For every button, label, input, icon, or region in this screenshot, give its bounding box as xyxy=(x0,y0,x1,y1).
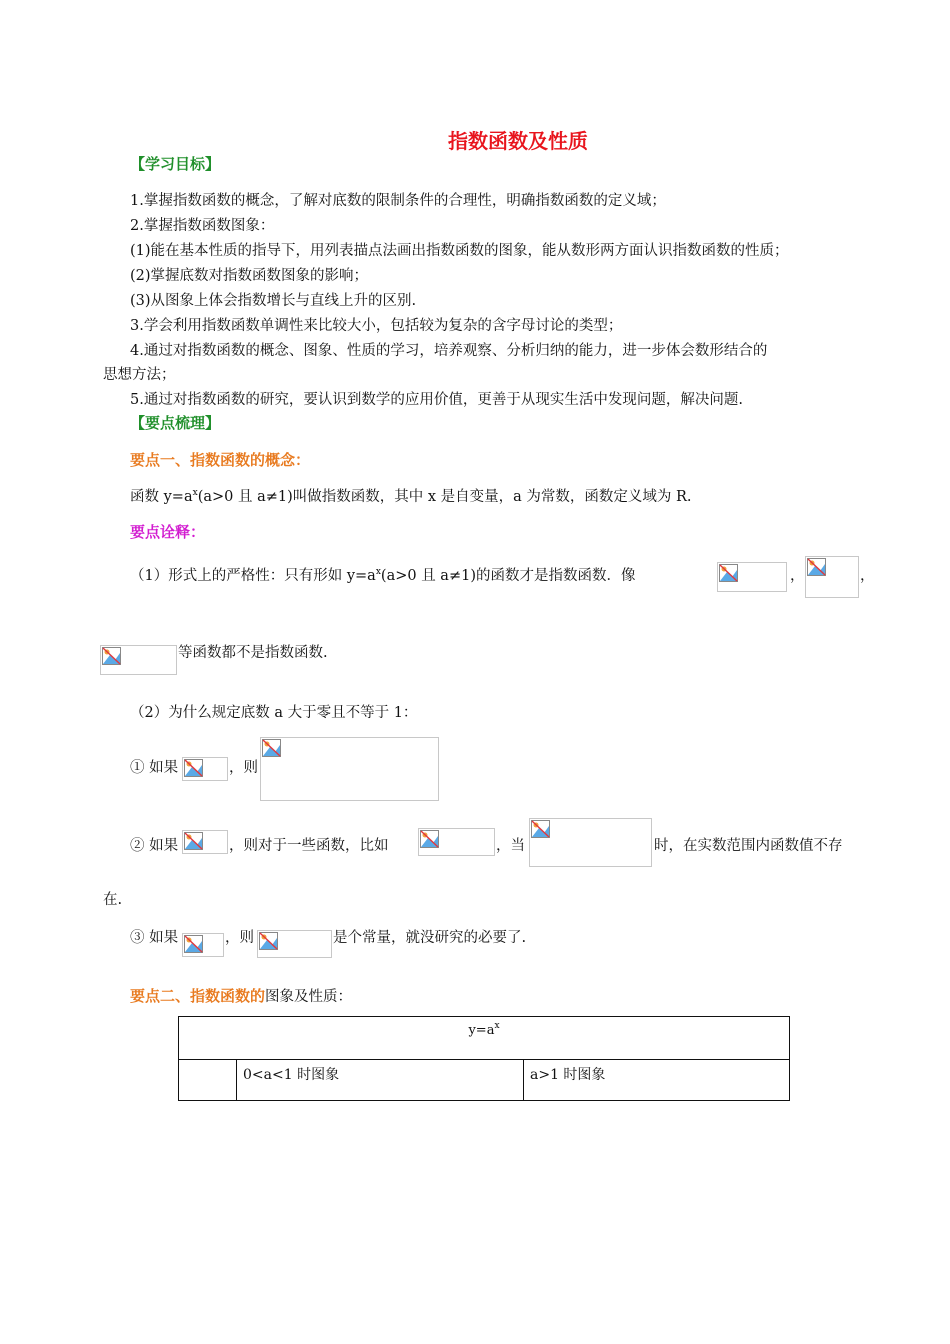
broken-image-icon xyxy=(420,830,439,848)
formula-image xyxy=(182,757,228,781)
case2-text: ，则对于一些函数，比如 xyxy=(229,838,389,854)
broken-image-icon xyxy=(259,932,278,950)
formula-image xyxy=(182,933,224,957)
formula-image xyxy=(260,737,439,801)
objective-line: 3.学会利用指数函数单调性来比较大小，包括较为复杂的含字母讨论的类型； xyxy=(130,318,623,334)
comma: ， xyxy=(790,568,805,584)
formula-image xyxy=(717,562,787,592)
broken-image-icon xyxy=(102,647,121,665)
case3-tail: 是个常量，就没研究的必要了. xyxy=(333,930,527,946)
point1-definition: 函数 $y=a^x(a>0$ 且 a≠1)叫做指数函数，其中 x 是自变量，a 为常数，函数定义域为 R. xyxy=(130,488,692,505)
broken-image-icon xyxy=(719,564,738,582)
case1-label: ① 如果 xyxy=(130,760,179,776)
formula-image xyxy=(418,828,495,856)
note2-text: （2）为什么规定底数 a 大于零且不等于 1： xyxy=(130,705,418,721)
objective-line: 2.掌握指数函数图象： xyxy=(130,218,275,234)
broken-image-icon xyxy=(531,820,550,838)
objective-line: (2)掌握底数对指数函数图象的影响； xyxy=(130,268,369,284)
table-cell: 0<a<1 时图象 xyxy=(237,1060,524,1101)
properties-table xyxy=(178,1016,790,1101)
objective-line: (1)能在基本性质的指导下，用列表描点法画出指数函数的图象，能从数形两方面认识指数函数的性质； xyxy=(130,243,789,259)
page-title: 指数函数及性质 xyxy=(448,129,588,153)
broken-image-icon xyxy=(807,558,826,576)
note-heading: 要点诠释： xyxy=(130,523,206,541)
table-cell: a>1 时图象 xyxy=(524,1060,790,1101)
objective-line: 思想方法； xyxy=(103,367,176,383)
case1-then: ，则 xyxy=(229,760,258,776)
objectives-header: 【学习目标】 xyxy=(130,155,221,173)
broken-image-icon xyxy=(184,935,203,953)
broken-image-icon xyxy=(184,759,203,777)
objective-line: 4.通过对指数函数的概念、图象、性质的学习，培养观察、分析归纳的能力，进一步体会数形结合的 xyxy=(130,343,768,359)
key-points-header: 【要点梳理】 xyxy=(130,414,221,432)
case2-when: ，当 xyxy=(496,838,525,854)
objective-line: 1.掌握指数函数的概念，了解对底数的限制条件的合理性，明确指数函数的定义域； xyxy=(130,193,666,209)
formula-image xyxy=(182,830,228,854)
objective-line: 5.通过对指数函数的研究，要认识到数学的应用价值，更善于从现实生活中发现问题，解决问题. xyxy=(130,392,743,408)
broken-image-icon xyxy=(184,832,203,850)
case3-label: ③ 如果 xyxy=(130,930,179,946)
point1-heading: 要点一、指数函数的概念： xyxy=(130,451,311,469)
point2-heading: 要点二、指数函数的图象及性质： xyxy=(130,987,353,1005)
note1-tail: 等函数都不是指数函数. xyxy=(178,645,328,661)
case3-then: ，则 xyxy=(225,930,254,946)
table-cell xyxy=(179,1060,237,1101)
case2-label: ② 如果 xyxy=(130,838,179,854)
case2-end: 在. xyxy=(103,892,123,908)
formula-image xyxy=(257,930,332,958)
formula-image xyxy=(100,645,177,675)
broken-image-icon xyxy=(262,739,281,757)
table-header: $y=a^x$ xyxy=(179,1017,790,1060)
formula-image xyxy=(529,818,652,867)
objective-line: (3)从图象上体会指数增长与直线上升的区别. xyxy=(130,293,417,309)
case2-tail: 时，在实数范围内函数值不存 xyxy=(654,838,843,854)
comma: ， xyxy=(860,568,875,584)
formula-image xyxy=(805,556,859,598)
note1-text: （1）形式上的严格性：只有形如 $y=a^x(a>0$ 且 a≠1)的函数才是指数函数．像 xyxy=(130,567,636,584)
